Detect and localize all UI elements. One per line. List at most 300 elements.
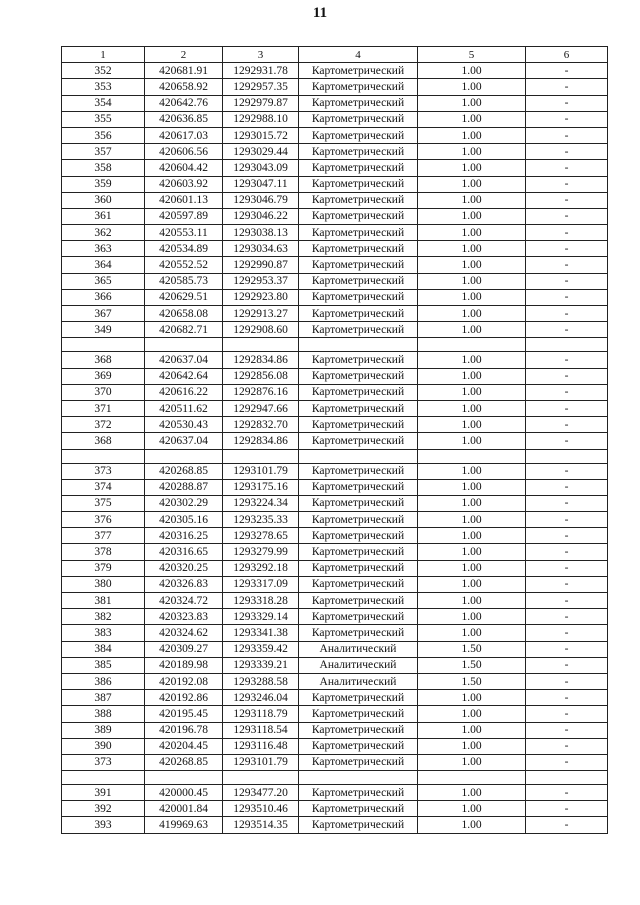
accuracy-cell: 1.00 [418, 322, 526, 338]
y-coordinate-cell: 1293038.13 [223, 225, 299, 241]
point-number-cell: 388 [62, 706, 145, 722]
method-cell: Картометрический [299, 352, 418, 368]
accuracy-cell: 1.00 [418, 785, 526, 801]
y-coordinate-cell: 1292834.86 [223, 352, 299, 368]
point-number-cell: 391 [62, 785, 145, 801]
method-cell: Картометрический [299, 63, 418, 79]
x-coordinate-cell: 420642.64 [145, 368, 223, 384]
y-coordinate-cell: 1292834.86 [223, 433, 299, 449]
method-cell: Картометрический [299, 257, 418, 273]
accuracy-cell: 1.00 [418, 801, 526, 817]
x-coordinate-cell: 420530.43 [145, 417, 223, 433]
x-coordinate-cell: 420681.91 [145, 63, 223, 79]
y-coordinate-cell: 1293118.54 [223, 722, 299, 738]
method-cell: Картометрический [299, 528, 418, 544]
y-coordinate-cell: 1292979.87 [223, 95, 299, 111]
point-number-cell: 386 [62, 673, 145, 689]
x-coordinate-cell: 420309.27 [145, 641, 223, 657]
table-row [62, 641, 608, 657]
note-cell: - [526, 257, 608, 273]
x-coordinate-cell: 420682.71 [145, 322, 223, 338]
y-coordinate-cell: 1293278.65 [223, 528, 299, 544]
method-cell: Картометрический [299, 706, 418, 722]
x-coordinate-cell: 420204.45 [145, 738, 223, 754]
x-coordinate-cell: 420658.92 [145, 79, 223, 95]
method-cell: Картометрический [299, 176, 418, 192]
y-coordinate-cell: 1293034.63 [223, 241, 299, 257]
y-coordinate-cell: 1292957.35 [223, 79, 299, 95]
empty-cell [223, 338, 299, 352]
table-header [62, 47, 608, 63]
point-number-cell: 383 [62, 625, 145, 641]
accuracy-cell: 1.00 [418, 609, 526, 625]
point-number-cell: 374 [62, 479, 145, 495]
x-coordinate-cell: 420324.62 [145, 625, 223, 641]
accuracy-cell: 1.00 [418, 479, 526, 495]
x-coordinate-cell: 420323.83 [145, 609, 223, 625]
empty-cell [223, 449, 299, 463]
column-header-1: 1 [62, 47, 145, 63]
table-row [62, 241, 608, 257]
table-row [62, 176, 608, 192]
accuracy-cell: 1.00 [418, 111, 526, 127]
x-coordinate-cell: 420316.65 [145, 544, 223, 560]
table-row [62, 817, 608, 833]
note-cell: - [526, 722, 608, 738]
method-cell: Картометрический [299, 722, 418, 738]
point-number-cell: 373 [62, 754, 145, 770]
table-row [62, 690, 608, 706]
y-coordinate-cell: 1293514.35 [223, 817, 299, 833]
method-cell: Картометрический [299, 160, 418, 176]
x-coordinate-cell: 420305.16 [145, 512, 223, 528]
accuracy-cell: 1.00 [418, 144, 526, 160]
empty-cell [526, 338, 608, 352]
table-row [62, 368, 608, 384]
note-cell: - [526, 576, 608, 592]
method-cell: Картометрический [299, 111, 418, 127]
separator-row [62, 449, 608, 463]
method-cell: Картометрический [299, 368, 418, 384]
table-row [62, 127, 608, 143]
method-cell: Картометрический [299, 479, 418, 495]
y-coordinate-cell: 1293118.79 [223, 706, 299, 722]
x-coordinate-cell: 419969.63 [145, 817, 223, 833]
note-cell: - [526, 738, 608, 754]
table-row [62, 79, 608, 95]
column-header-6: 6 [526, 47, 608, 63]
x-coordinate-cell: 420534.89 [145, 241, 223, 257]
y-coordinate-cell: 1293359.42 [223, 641, 299, 657]
method-cell: Картометрический [299, 225, 418, 241]
table-row [62, 512, 608, 528]
table-row [62, 463, 608, 479]
note-cell: - [526, 560, 608, 576]
note-cell: - [526, 127, 608, 143]
accuracy-cell: 1.50 [418, 641, 526, 657]
note-cell: - [526, 593, 608, 609]
note-cell: - [526, 352, 608, 368]
method-cell: Аналитический [299, 673, 418, 689]
y-coordinate-cell: 1293015.72 [223, 127, 299, 143]
method-cell: Картометрический [299, 192, 418, 208]
note-cell: - [526, 690, 608, 706]
point-number-cell: 357 [62, 144, 145, 160]
point-number-cell: 392 [62, 801, 145, 817]
y-coordinate-cell: 1293101.79 [223, 754, 299, 770]
note-cell: - [526, 544, 608, 560]
table-row [62, 673, 608, 689]
note-cell: - [526, 160, 608, 176]
method-cell: Картометрический [299, 241, 418, 257]
point-number-cell: 353 [62, 79, 145, 95]
x-coordinate-cell: 420326.83 [145, 576, 223, 592]
y-coordinate-cell: 1293046.79 [223, 192, 299, 208]
point-number-cell: 356 [62, 127, 145, 143]
y-coordinate-cell: 1292953.37 [223, 273, 299, 289]
accuracy-cell: 1.00 [418, 576, 526, 592]
x-coordinate-cell: 420603.92 [145, 176, 223, 192]
table-row [62, 722, 608, 738]
point-number-cell: 368 [62, 352, 145, 368]
accuracy-cell: 1.00 [418, 625, 526, 641]
y-coordinate-cell: 1293235.33 [223, 512, 299, 528]
note-cell: - [526, 463, 608, 479]
table-body [62, 63, 608, 833]
note-cell: - [526, 417, 608, 433]
y-coordinate-cell: 1293047.11 [223, 176, 299, 192]
table-row [62, 400, 608, 416]
y-coordinate-cell: 1293510.46 [223, 801, 299, 817]
x-coordinate-cell: 420268.85 [145, 754, 223, 770]
table-row [62, 785, 608, 801]
accuracy-cell: 1.00 [418, 63, 526, 79]
x-coordinate-cell: 420001.84 [145, 801, 223, 817]
y-coordinate-cell: 1293477.20 [223, 785, 299, 801]
point-number-cell: 354 [62, 95, 145, 111]
accuracy-cell: 1.00 [418, 368, 526, 384]
x-coordinate-cell: 420606.56 [145, 144, 223, 160]
page-number: 11 [312, 5, 328, 21]
point-number-cell: 358 [62, 160, 145, 176]
note-cell: - [526, 225, 608, 241]
x-coordinate-cell: 420617.03 [145, 127, 223, 143]
x-coordinate-cell: 420616.22 [145, 384, 223, 400]
accuracy-cell: 1.00 [418, 463, 526, 479]
note-cell: - [526, 208, 608, 224]
table-row [62, 306, 608, 322]
empty-cell [418, 338, 526, 352]
note-cell: - [526, 111, 608, 127]
note-cell: - [526, 479, 608, 495]
empty-cell [145, 449, 223, 463]
table-row [62, 417, 608, 433]
y-coordinate-cell: 1292947.66 [223, 400, 299, 416]
table-row [62, 160, 608, 176]
accuracy-cell: 1.00 [418, 495, 526, 511]
note-cell: - [526, 673, 608, 689]
note-cell: - [526, 400, 608, 416]
method-cell: Картометрический [299, 593, 418, 609]
accuracy-cell: 1.00 [418, 225, 526, 241]
empty-cell [299, 771, 418, 785]
y-coordinate-cell: 1292856.08 [223, 368, 299, 384]
method-cell: Картометрический [299, 560, 418, 576]
empty-cell [418, 771, 526, 785]
method-cell: Картометрический [299, 433, 418, 449]
table-row [62, 257, 608, 273]
note-cell: - [526, 79, 608, 95]
point-number-cell: 349 [62, 322, 145, 338]
point-number-cell: 365 [62, 273, 145, 289]
point-number-cell: 373 [62, 463, 145, 479]
note-cell: - [526, 289, 608, 305]
note-cell: - [526, 785, 608, 801]
note-cell: - [526, 817, 608, 833]
point-number-cell: 368 [62, 433, 145, 449]
note-cell: - [526, 625, 608, 641]
point-number-cell: 372 [62, 417, 145, 433]
y-coordinate-cell: 1293175.16 [223, 479, 299, 495]
accuracy-cell: 1.00 [418, 417, 526, 433]
method-cell: Картометрический [299, 576, 418, 592]
table-row [62, 384, 608, 400]
x-coordinate-cell: 420316.25 [145, 528, 223, 544]
accuracy-cell: 1.00 [418, 560, 526, 576]
method-cell: Аналитический [299, 641, 418, 657]
y-coordinate-cell: 1293116.48 [223, 738, 299, 754]
y-coordinate-cell: 1293317.09 [223, 576, 299, 592]
accuracy-cell: 1.00 [418, 722, 526, 738]
note-cell: - [526, 368, 608, 384]
point-number-cell: 371 [62, 400, 145, 416]
note-cell: - [526, 144, 608, 160]
y-coordinate-cell: 1292876.16 [223, 384, 299, 400]
header-row [62, 47, 608, 63]
x-coordinate-cell: 420642.76 [145, 95, 223, 111]
accuracy-cell: 1.00 [418, 176, 526, 192]
table-row [62, 144, 608, 160]
table-row [62, 63, 608, 79]
note-cell: - [526, 801, 608, 817]
column-header-3: 3 [223, 47, 299, 63]
separator-row [62, 338, 608, 352]
method-cell: Картометрический [299, 817, 418, 833]
y-coordinate-cell: 1293101.79 [223, 463, 299, 479]
point-number-cell: 378 [62, 544, 145, 560]
point-number-cell: 382 [62, 609, 145, 625]
x-coordinate-cell: 420195.45 [145, 706, 223, 722]
x-coordinate-cell: 420320.25 [145, 560, 223, 576]
x-coordinate-cell: 420637.04 [145, 433, 223, 449]
point-number-cell: 369 [62, 368, 145, 384]
note-cell: - [526, 176, 608, 192]
empty-cell [62, 771, 145, 785]
point-number-cell: 359 [62, 176, 145, 192]
x-coordinate-cell: 420604.42 [145, 160, 223, 176]
note-cell: - [526, 273, 608, 289]
y-coordinate-cell: 1293043.09 [223, 160, 299, 176]
x-coordinate-cell: 420302.29 [145, 495, 223, 511]
method-cell: Аналитический [299, 657, 418, 673]
accuracy-cell: 1.00 [418, 817, 526, 833]
method-cell: Картометрический [299, 417, 418, 433]
point-number-cell: 360 [62, 192, 145, 208]
point-number-cell: 385 [62, 657, 145, 673]
accuracy-cell: 1.00 [418, 241, 526, 257]
note-cell: - [526, 512, 608, 528]
accuracy-cell: 1.00 [418, 127, 526, 143]
y-coordinate-cell: 1293292.18 [223, 560, 299, 576]
note-cell: - [526, 657, 608, 673]
empty-cell [145, 771, 223, 785]
accuracy-cell: 1.00 [418, 544, 526, 560]
y-coordinate-cell: 1292923.80 [223, 289, 299, 305]
note-cell: - [526, 306, 608, 322]
y-coordinate-cell: 1293341.38 [223, 625, 299, 641]
y-coordinate-cell: 1293318.28 [223, 593, 299, 609]
point-number-cell: 381 [62, 593, 145, 609]
x-coordinate-cell: 420192.08 [145, 673, 223, 689]
table-row [62, 801, 608, 817]
accuracy-cell: 1.00 [418, 754, 526, 770]
accuracy-cell: 1.00 [418, 79, 526, 95]
x-coordinate-cell: 420553.11 [145, 225, 223, 241]
x-coordinate-cell: 420196.78 [145, 722, 223, 738]
accuracy-cell: 1.00 [418, 384, 526, 400]
table-row [62, 111, 608, 127]
y-coordinate-cell: 1292908.60 [223, 322, 299, 338]
table-row [62, 95, 608, 111]
method-cell: Картометрический [299, 273, 418, 289]
accuracy-cell: 1.00 [418, 289, 526, 305]
accuracy-cell: 1.00 [418, 306, 526, 322]
accuracy-cell: 1.00 [418, 528, 526, 544]
y-coordinate-cell: 1293329.14 [223, 609, 299, 625]
accuracy-cell: 1.00 [418, 273, 526, 289]
accuracy-cell: 1.00 [418, 512, 526, 528]
method-cell: Картометрический [299, 625, 418, 641]
accuracy-cell: 1.00 [418, 95, 526, 111]
y-coordinate-cell: 1292913.27 [223, 306, 299, 322]
column-header-2: 2 [145, 47, 223, 63]
method-cell: Картометрический [299, 495, 418, 511]
y-coordinate-cell: 1293246.04 [223, 690, 299, 706]
method-cell: Картометрический [299, 127, 418, 143]
note-cell: - [526, 433, 608, 449]
column-header-4: 4 [299, 47, 418, 63]
method-cell: Картометрический [299, 738, 418, 754]
point-number-cell: 380 [62, 576, 145, 592]
note-cell: - [526, 384, 608, 400]
x-coordinate-cell: 420585.73 [145, 273, 223, 289]
table-row [62, 593, 608, 609]
y-coordinate-cell: 1293288.58 [223, 673, 299, 689]
point-number-cell: 361 [62, 208, 145, 224]
accuracy-cell: 1.50 [418, 673, 526, 689]
table-row [62, 208, 608, 224]
empty-cell [145, 338, 223, 352]
method-cell: Картометрический [299, 144, 418, 160]
note-cell: - [526, 95, 608, 111]
x-coordinate-cell: 420601.13 [145, 192, 223, 208]
point-number-cell: 389 [62, 722, 145, 738]
x-coordinate-cell: 420288.87 [145, 479, 223, 495]
note-cell: - [526, 609, 608, 625]
table-row [62, 625, 608, 641]
y-coordinate-cell: 1292832.70 [223, 417, 299, 433]
y-coordinate-cell: 1293279.99 [223, 544, 299, 560]
note-cell: - [526, 63, 608, 79]
point-number-cell: 367 [62, 306, 145, 322]
accuracy-cell: 1.00 [418, 352, 526, 368]
coordinates-table [61, 46, 608, 834]
x-coordinate-cell: 420552.52 [145, 257, 223, 273]
x-coordinate-cell: 420629.51 [145, 289, 223, 305]
point-number-cell: 362 [62, 225, 145, 241]
x-coordinate-cell: 420637.04 [145, 352, 223, 368]
accuracy-cell: 1.00 [418, 400, 526, 416]
table-row [62, 528, 608, 544]
method-cell: Картометрический [299, 544, 418, 560]
method-cell: Картометрический [299, 95, 418, 111]
table-row [62, 609, 608, 625]
method-cell: Картометрический [299, 79, 418, 95]
table-row [62, 225, 608, 241]
point-number-cell: 370 [62, 384, 145, 400]
method-cell: Картометрический [299, 400, 418, 416]
y-coordinate-cell: 1292931.78 [223, 63, 299, 79]
point-number-cell: 384 [62, 641, 145, 657]
method-cell: Картометрический [299, 801, 418, 817]
accuracy-cell: 1.50 [418, 657, 526, 673]
empty-cell [526, 771, 608, 785]
accuracy-cell: 1.00 [418, 593, 526, 609]
table-row [62, 289, 608, 305]
note-cell: - [526, 641, 608, 657]
accuracy-cell: 1.00 [418, 706, 526, 722]
x-coordinate-cell: 420636.85 [145, 111, 223, 127]
note-cell: - [526, 241, 608, 257]
method-cell: Картометрический [299, 289, 418, 305]
note-cell: - [526, 322, 608, 338]
method-cell: Картометрический [299, 463, 418, 479]
table-row [62, 479, 608, 495]
empty-cell [223, 771, 299, 785]
accuracy-cell: 1.00 [418, 738, 526, 754]
column-header-5: 5 [418, 47, 526, 63]
accuracy-cell: 1.00 [418, 192, 526, 208]
note-cell: - [526, 495, 608, 511]
table-row [62, 192, 608, 208]
empty-cell [526, 449, 608, 463]
separator-row [62, 771, 608, 785]
x-coordinate-cell: 420268.85 [145, 463, 223, 479]
accuracy-cell: 1.00 [418, 160, 526, 176]
x-coordinate-cell: 420658.08 [145, 306, 223, 322]
table-row [62, 738, 608, 754]
empty-cell [62, 449, 145, 463]
x-coordinate-cell: 420511.62 [145, 400, 223, 416]
table-row [62, 273, 608, 289]
empty-cell [62, 338, 145, 352]
point-number-cell: 366 [62, 289, 145, 305]
method-cell: Картометрический [299, 306, 418, 322]
point-number-cell: 393 [62, 817, 145, 833]
table-row [62, 576, 608, 592]
y-coordinate-cell: 1293029.44 [223, 144, 299, 160]
point-number-cell: 376 [62, 512, 145, 528]
